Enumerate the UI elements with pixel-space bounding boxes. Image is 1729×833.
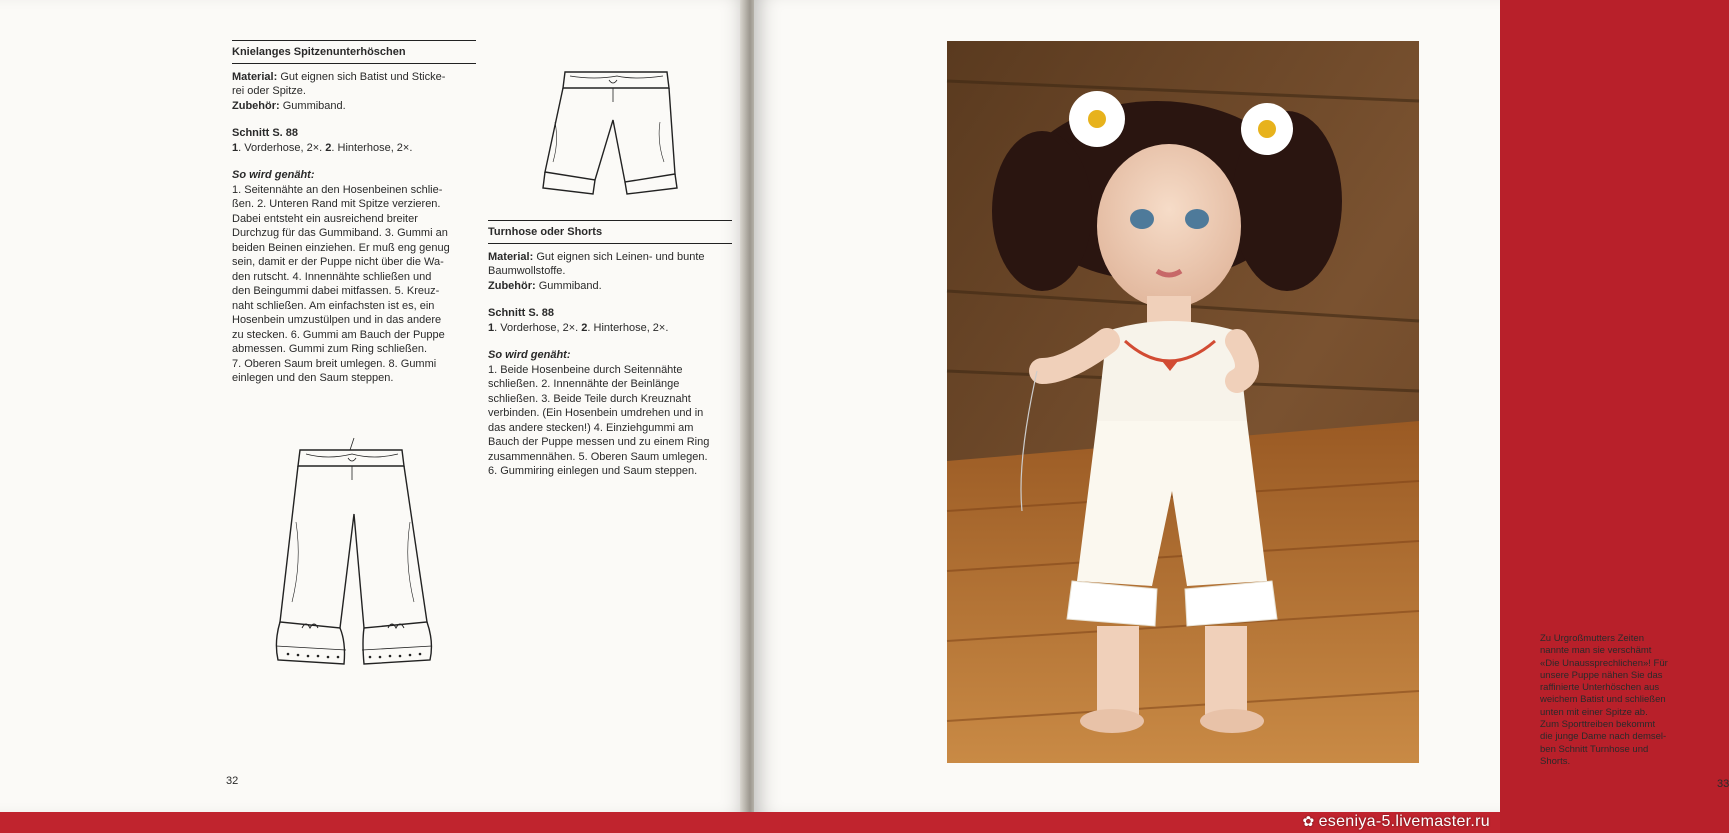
accessories-line: Zubehör: Gummiband. (488, 279, 602, 292)
section-shorts (488, 220, 732, 479)
instruction-line: verbinden. (Ein Hosenbein umdrehen und in (488, 407, 704, 419)
instruction-line: naht schließen. Am einfachsten ist es, ein (232, 299, 435, 312)
instruction-line: 7. Oberen Saum breit umlegen. 8. Gummi (232, 357, 437, 370)
instruction-line: 6. Gummiring einlegen und Saum steppen. (488, 465, 698, 477)
instruction-line: Durchzug für das Gummiband. 3. Gummi an (232, 227, 448, 239)
knee-pants-illustration (262, 432, 447, 677)
instruction-line: Bauch der Puppe messen und zu einem Ring (488, 436, 710, 448)
section-heading: Knielanges Spitzenunterhöschen (232, 40, 476, 64)
material-line-2: rei oder Spitze. (232, 85, 306, 97)
instruction-line: das andere stecken!) 4. Einziehgummi am (488, 421, 694, 434)
instruction-line: Hosenbein umzustülpen und in das andere (232, 314, 442, 326)
instruction-line: zu stecken. 6. Gummi am Bauch der Puppe (232, 328, 445, 341)
instruction-line: 1. Beide Hosenbeine durch Seitennähte (488, 363, 683, 376)
instructions-heading: So wird genäht: (232, 169, 315, 181)
instruction-line: sein, damit er der Puppe nicht über die Wa- (232, 256, 444, 268)
pattern-pieces: 1. Vorderhose, 2×. 2. Hinterhose, 2×. (488, 321, 669, 334)
instruction-line: ßen. 2. Unteren Rand mit Spitze verzieren. (232, 198, 441, 210)
instructions-heading: So wird genäht: (488, 349, 571, 361)
doll-photo (947, 41, 1419, 763)
material-line: Material: Gut eignen sich Leinen- und bunte (488, 250, 705, 263)
material-line-2: Baumwollstoffe. (488, 265, 566, 277)
accessories-line: Zubehör: Gummiband. (232, 99, 346, 112)
photo-caption: Zu Urgroßmutters Zeiten nannte man sie verschämt «Die Unaussprechlichen»! Für unsere Puppe nähen Sie das raffinierte Unterhöschen aus weichem Batist und schließen unten mit einer Spitze ab. Zum Sporttreiben bekommt die junge Dame nach demsel- ben Schnitt Turnhose und Shorts. (1540, 633, 1668, 767)
pattern-ref: Schnitt S. 88 (488, 307, 555, 319)
instruction-line: den rutscht. 4. Innennähte schließen und (232, 270, 432, 283)
instruction-line: abmessen. Gummi zum Ring schließen. (232, 343, 428, 355)
page-number-left: 32 (226, 775, 239, 787)
pattern-pieces: 1. Vorderhose, 2×. 2. Hinterhose, 2×. (232, 141, 413, 154)
pattern-ref: Schnitt S. 88 (232, 127, 299, 139)
shorts-illustration (525, 62, 695, 202)
instruction-line: schließen. 2. Innennähte der Beinlänge (488, 378, 680, 390)
instruction-line: den Beingummi dabei mitfassen. 5. Kreuz- (232, 285, 440, 297)
instruction-line: 1. Seitennähte an den Hosenbeinen schlie- (232, 183, 443, 196)
flower-icon: ✿ (1302, 813, 1315, 829)
book-cover-edge (0, 812, 1500, 833)
instruction-line: beiden Beinen einziehen. Er muß eng genug (232, 241, 450, 254)
instruction-line: einlegen und den Saum steppen. (232, 372, 394, 384)
material-line: Material: Gut eignen sich Batist und Sticke- (232, 70, 446, 83)
watermark: ✿ eseniya-5.livemaster.ru (1302, 813, 1490, 830)
instruction-line: schließen. 3. Beide Teile durch Kreuznaht (488, 392, 691, 405)
section-heading: Turnhose oder Shorts (488, 220, 732, 244)
section-knee-pants (232, 40, 476, 386)
instruction-line: Dabei entsteht ein ausreichend breiter (232, 212, 418, 225)
instruction-line: zusammennähen. 5. Oberen Saum umlegen. (488, 450, 708, 463)
page-number-right: 33 (1717, 778, 1729, 790)
left-page (0, 0, 748, 812)
